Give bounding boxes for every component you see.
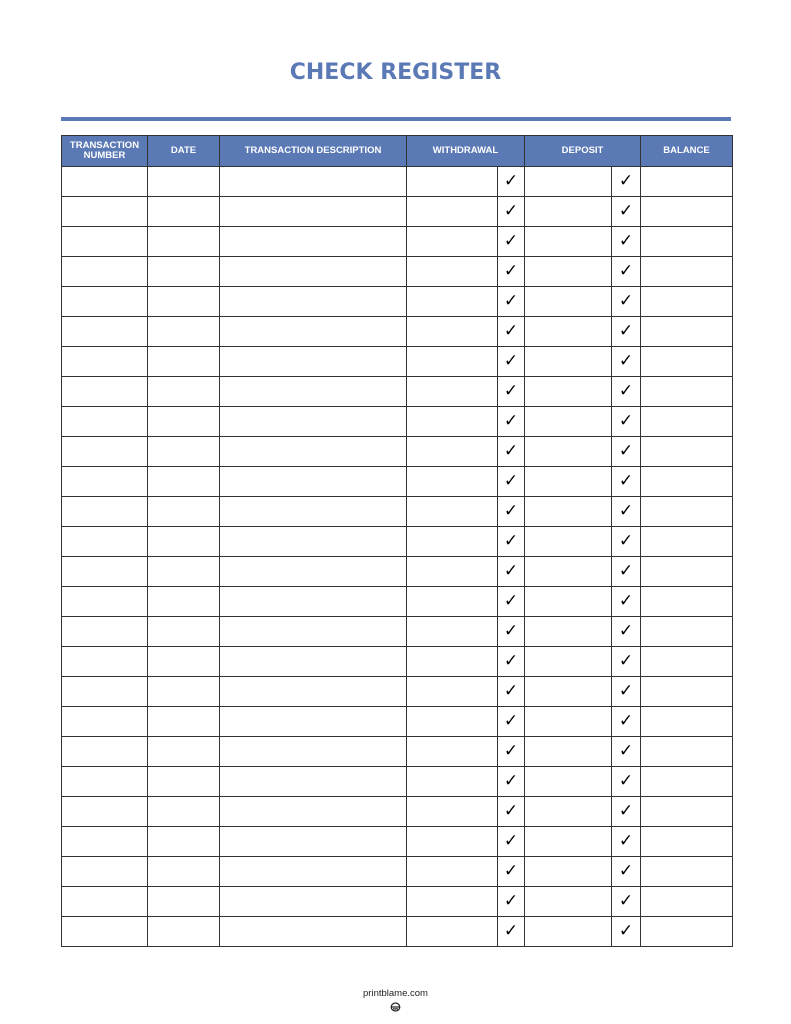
cell-withdrawal <box>407 707 498 737</box>
deposit-check-icon: ✓ <box>612 287 641 317</box>
withdrawal-check-icon: ✓ <box>498 197 525 227</box>
cell-transaction-description <box>220 197 407 227</box>
cell-deposit <box>525 737 612 767</box>
table-row <box>62 317 733 347</box>
cell-withdrawal <box>407 287 498 317</box>
header-deposit: DEPOSIT <box>525 136 641 167</box>
deposit-check-icon: ✓ <box>612 467 641 497</box>
deposit-check-icon: ✓ <box>612 767 641 797</box>
cell-transaction-number <box>62 827 148 857</box>
table-row <box>62 167 733 197</box>
cell-transaction-description <box>220 737 407 767</box>
cell-transaction-description <box>220 797 407 827</box>
cell-deposit <box>525 917 612 947</box>
table-row <box>62 737 733 767</box>
table-row <box>62 347 733 377</box>
cell-balance <box>641 587 733 617</box>
cell-date <box>148 857 220 887</box>
check-register-table <box>61 135 733 947</box>
cell-deposit <box>525 227 612 257</box>
withdrawal-check-icon: ✓ <box>498 767 525 797</box>
deposit-check-icon: ✓ <box>612 317 641 347</box>
cell-date <box>148 407 220 437</box>
cell-withdrawal <box>407 497 498 527</box>
cell-balance <box>641 437 733 467</box>
cell-withdrawal <box>407 467 498 497</box>
cell-transaction-description <box>220 407 407 437</box>
cell-transaction-description <box>220 257 407 287</box>
cell-balance <box>641 617 733 647</box>
header-transaction-number <box>62 136 148 167</box>
cell-deposit <box>525 317 612 347</box>
cell-date <box>148 527 220 557</box>
cell-transaction-number <box>62 377 148 407</box>
cell-balance <box>641 527 733 557</box>
cell-transaction-description <box>220 707 407 737</box>
cell-transaction-number <box>62 707 148 737</box>
page-title: CHECK REGISTER <box>289 60 502 85</box>
cell-withdrawal <box>407 557 498 587</box>
withdrawal-check-icon: ✓ <box>498 887 525 917</box>
cell-deposit <box>525 527 612 557</box>
deposit-check-icon: ✓ <box>612 167 641 197</box>
cell-transaction-number <box>62 227 148 257</box>
cell-deposit <box>525 437 612 467</box>
cell-transaction-description <box>220 317 407 347</box>
cell-balance <box>641 797 733 827</box>
deposit-check-icon: ✓ <box>612 617 641 647</box>
cell-withdrawal <box>407 917 498 947</box>
cell-deposit <box>525 287 612 317</box>
table-row <box>62 767 733 797</box>
cell-deposit <box>525 677 612 707</box>
withdrawal-check-icon: ✓ <box>498 467 525 497</box>
cell-deposit <box>525 377 612 407</box>
cell-withdrawal <box>407 677 498 707</box>
cell-transaction-number <box>62 287 148 317</box>
cell-deposit <box>525 407 612 437</box>
cell-date <box>148 197 220 227</box>
cell-deposit <box>525 197 612 227</box>
deposit-check-icon: ✓ <box>612 497 641 527</box>
cell-transaction-number <box>62 167 148 197</box>
table-row <box>62 377 733 407</box>
cell-transaction-description <box>220 677 407 707</box>
withdrawal-check-icon: ✓ <box>498 557 525 587</box>
cell-deposit <box>525 257 612 287</box>
cell-deposit <box>525 557 612 587</box>
cell-date <box>148 257 220 287</box>
register-body <box>62 167 733 947</box>
table-row <box>62 707 733 737</box>
cell-withdrawal <box>407 587 498 617</box>
table-row <box>62 647 733 677</box>
cell-transaction-number <box>62 557 148 587</box>
deposit-check-icon: ✓ <box>612 677 641 707</box>
cell-withdrawal <box>407 857 498 887</box>
deposit-check-icon: ✓ <box>612 857 641 887</box>
deposit-check-icon: ✓ <box>612 527 641 557</box>
cell-date <box>148 437 220 467</box>
cell-balance <box>641 227 733 257</box>
cell-withdrawal <box>407 347 498 377</box>
withdrawal-check-icon: ✓ <box>498 437 525 467</box>
withdrawal-check-icon: ✓ <box>498 917 525 947</box>
cell-transaction-number <box>62 347 148 377</box>
cell-transaction-number <box>62 677 148 707</box>
cell-balance <box>641 767 733 797</box>
header-transaction-number-label: TRANSACTION NUMBER <box>69 140 140 161</box>
deposit-check-icon: ✓ <box>612 557 641 587</box>
table-row <box>62 617 733 647</box>
cell-transaction-description <box>220 647 407 677</box>
cell-transaction-description <box>220 827 407 857</box>
cell-date <box>148 677 220 707</box>
cell-date <box>148 497 220 527</box>
cell-balance <box>641 827 733 857</box>
deposit-check-icon: ✓ <box>612 437 641 467</box>
cell-withdrawal <box>407 797 498 827</box>
cell-date <box>148 167 220 197</box>
cell-transaction-description <box>220 767 407 797</box>
cell-transaction-number <box>62 887 148 917</box>
cell-deposit <box>525 857 612 887</box>
table-row <box>62 197 733 227</box>
table-row <box>62 827 733 857</box>
withdrawal-check-icon: ✓ <box>498 857 525 887</box>
cell-transaction-number <box>62 437 148 467</box>
deposit-check-icon: ✓ <box>612 227 641 257</box>
cell-date <box>148 767 220 797</box>
cell-withdrawal <box>407 827 498 857</box>
deposit-check-icon: ✓ <box>612 257 641 287</box>
table-row <box>62 917 733 947</box>
cell-deposit <box>525 707 612 737</box>
withdrawal-check-icon: ✓ <box>498 827 525 857</box>
header-date: DATE <box>148 136 220 167</box>
cell-transaction-number <box>62 527 148 557</box>
cell-date <box>148 617 220 647</box>
footer-site: printblame.com <box>363 988 428 999</box>
deposit-check-icon: ✓ <box>612 197 641 227</box>
table-header-row <box>62 136 733 167</box>
cell-transaction-description <box>220 887 407 917</box>
deposit-check-icon: ✓ <box>612 887 641 917</box>
table-row <box>62 527 733 557</box>
cell-deposit <box>525 347 612 377</box>
cell-balance <box>641 317 733 347</box>
withdrawal-check-icon: ✓ <box>498 167 525 197</box>
deposit-check-icon: ✓ <box>612 827 641 857</box>
withdrawal-check-icon: ✓ <box>498 587 525 617</box>
cell-date <box>148 797 220 827</box>
cell-transaction-description <box>220 587 407 617</box>
cell-transaction-number <box>62 647 148 677</box>
cell-date <box>148 287 220 317</box>
withdrawal-check-icon: ✓ <box>498 257 525 287</box>
deposit-check-icon: ✓ <box>612 347 641 377</box>
cell-transaction-description <box>220 347 407 377</box>
cell-withdrawal <box>407 257 498 287</box>
cell-date <box>148 317 220 347</box>
cell-transaction-description <box>220 467 407 497</box>
table-row <box>62 407 733 437</box>
header-withdrawal: WITHDRAWAL <box>407 136 525 167</box>
cell-withdrawal <box>407 887 498 917</box>
withdrawal-check-icon: ✓ <box>498 797 525 827</box>
cell-withdrawal <box>407 437 498 467</box>
cell-deposit <box>525 587 612 617</box>
cell-balance <box>641 467 733 497</box>
cell-balance <box>641 197 733 227</box>
cell-deposit <box>525 617 612 647</box>
printblame-logo-icon <box>390 1002 401 1012</box>
cell-withdrawal <box>407 317 498 347</box>
cell-balance <box>641 347 733 377</box>
cell-date <box>148 887 220 917</box>
withdrawal-check-icon: ✓ <box>498 377 525 407</box>
cell-transaction-description <box>220 527 407 557</box>
cell-transaction-number <box>62 587 148 617</box>
cell-transaction-description <box>220 287 407 317</box>
cell-date <box>148 647 220 677</box>
cell-balance <box>641 557 733 587</box>
withdrawal-check-icon: ✓ <box>498 317 525 347</box>
cell-withdrawal <box>407 527 498 557</box>
cell-balance <box>641 257 733 287</box>
cell-withdrawal <box>407 767 498 797</box>
table-row <box>62 437 733 467</box>
table-row <box>62 677 733 707</box>
withdrawal-check-icon: ✓ <box>498 737 525 767</box>
cell-transaction-number <box>62 257 148 287</box>
cell-date <box>148 557 220 587</box>
cell-transaction-number <box>62 857 148 887</box>
withdrawal-check-icon: ✓ <box>498 647 525 677</box>
withdrawal-check-icon: ✓ <box>498 497 525 527</box>
deposit-check-icon: ✓ <box>612 737 641 767</box>
cell-withdrawal <box>407 737 498 767</box>
deposit-check-icon: ✓ <box>612 647 641 677</box>
cell-withdrawal <box>407 647 498 677</box>
cell-transaction-number <box>62 767 148 797</box>
cell-deposit <box>525 767 612 797</box>
cell-deposit <box>525 467 612 497</box>
cell-withdrawal <box>407 407 498 437</box>
cell-balance <box>641 407 733 437</box>
cell-date <box>148 347 220 377</box>
cell-balance <box>641 497 733 527</box>
title-divider <box>61 117 731 121</box>
cell-withdrawal <box>407 167 498 197</box>
cell-transaction-number <box>62 467 148 497</box>
withdrawal-check-icon: ✓ <box>498 617 525 647</box>
cell-transaction-number <box>62 917 148 947</box>
header-balance: BALANCE <box>641 136 733 167</box>
table-row <box>62 587 733 617</box>
cell-deposit <box>525 647 612 677</box>
deposit-check-icon: ✓ <box>612 707 641 737</box>
cell-balance <box>641 647 733 677</box>
header-transaction-description: TRANSACTION DESCRIPTION <box>220 136 407 167</box>
withdrawal-check-icon: ✓ <box>498 227 525 257</box>
table-row <box>62 797 733 827</box>
deposit-check-icon: ✓ <box>612 407 641 437</box>
withdrawal-check-icon: ✓ <box>498 347 525 377</box>
cell-transaction-description <box>220 557 407 587</box>
cell-transaction-description <box>220 227 407 257</box>
table-row <box>62 857 733 887</box>
withdrawal-check-icon: ✓ <box>498 407 525 437</box>
cell-transaction-description <box>220 917 407 947</box>
cell-date <box>148 467 220 497</box>
cell-balance <box>641 887 733 917</box>
withdrawal-check-icon: ✓ <box>498 287 525 317</box>
cell-transaction-description <box>220 497 407 527</box>
cell-transaction-description <box>220 437 407 467</box>
cell-balance <box>641 857 733 887</box>
cell-transaction-description <box>220 617 407 647</box>
withdrawal-check-icon: ✓ <box>498 677 525 707</box>
cell-transaction-number <box>62 797 148 827</box>
cell-transaction-description <box>220 857 407 887</box>
cell-balance <box>641 917 733 947</box>
table-row <box>62 467 733 497</box>
cell-transaction-number <box>62 737 148 767</box>
cell-balance <box>641 707 733 737</box>
cell-balance <box>641 377 733 407</box>
deposit-check-icon: ✓ <box>612 797 641 827</box>
cell-transaction-description <box>220 167 407 197</box>
cell-deposit <box>525 497 612 527</box>
cell-date <box>148 917 220 947</box>
cell-deposit <box>525 167 612 197</box>
cell-date <box>148 587 220 617</box>
cell-deposit <box>525 797 612 827</box>
cell-withdrawal <box>407 377 498 407</box>
table-row <box>62 557 733 587</box>
table-row <box>62 257 733 287</box>
cell-date <box>148 707 220 737</box>
withdrawal-check-icon: ✓ <box>498 527 525 557</box>
table-row <box>62 497 733 527</box>
cell-transaction-description <box>220 377 407 407</box>
cell-transaction-number <box>62 407 148 437</box>
cell-date <box>148 827 220 857</box>
table-row <box>62 287 733 317</box>
cell-balance <box>641 167 733 197</box>
cell-deposit <box>525 827 612 857</box>
withdrawal-check-icon: ✓ <box>498 707 525 737</box>
cell-deposit <box>525 887 612 917</box>
cell-transaction-number <box>62 317 148 347</box>
cell-withdrawal <box>407 617 498 647</box>
deposit-check-icon: ✓ <box>612 587 641 617</box>
cell-transaction-number <box>62 617 148 647</box>
cell-transaction-number <box>62 497 148 527</box>
table-row <box>62 887 733 917</box>
cell-balance <box>641 287 733 317</box>
cell-date <box>148 377 220 407</box>
table-row <box>62 227 733 257</box>
deposit-check-icon: ✓ <box>612 377 641 407</box>
cell-withdrawal <box>407 197 498 227</box>
cell-withdrawal <box>407 227 498 257</box>
cell-date <box>148 737 220 767</box>
cell-balance <box>641 677 733 707</box>
cell-date <box>148 227 220 257</box>
cell-balance <box>641 737 733 767</box>
deposit-check-icon: ✓ <box>612 917 641 947</box>
cell-transaction-number <box>62 197 148 227</box>
